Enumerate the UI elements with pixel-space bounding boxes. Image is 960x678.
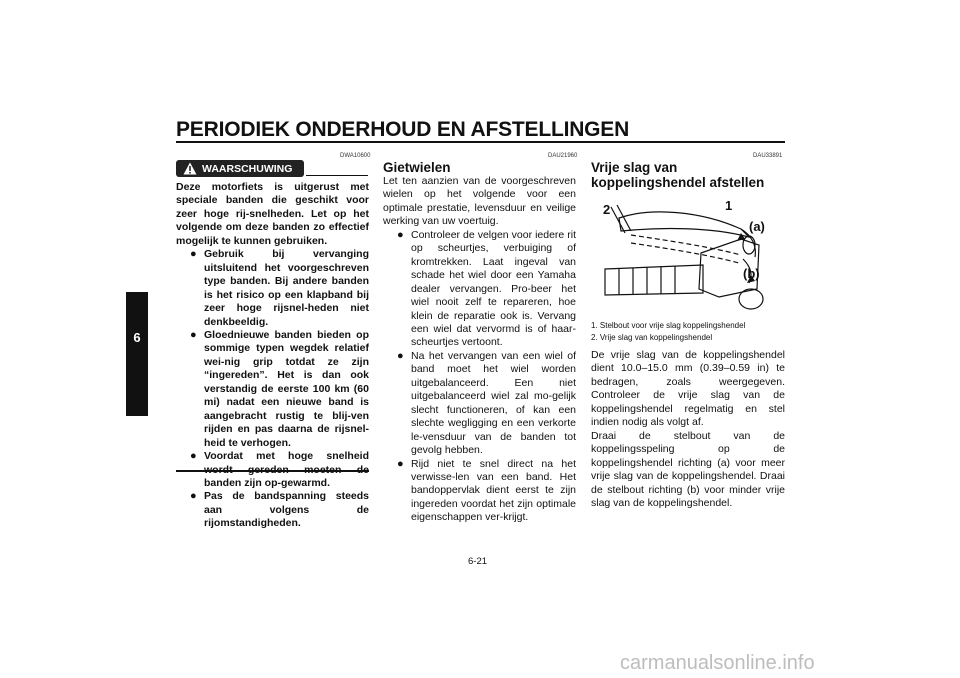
label-1: 1 <box>725 198 733 213</box>
bullet-icon: ● <box>397 228 404 241</box>
chapter-tab <box>126 292 148 416</box>
warning-code: DWA10600 <box>340 153 371 159</box>
list-item: ● Na het vervangen van een wiel of band moet het wiel worden uitgebalanceerd. Een niet uitgebalanceerd wiel zal mo-gelijk slecht functioneren, of kan een slechte wegligging en een verkorte le-vensduur van de banden tot gevolg hebben. <box>397 349 576 457</box>
warning-body <box>176 181 369 531</box>
list-item: ● Gebruik bij vervanging uitsluitend het voorgeschreven type banden. Bij andere banden is het risico op een klapband bij zeer hoge rijsnel-heden niet denkbeeldig. <box>190 248 369 328</box>
bullet-icon: ● <box>397 457 404 470</box>
label-b: (b) <box>743 266 760 281</box>
warning-end-rule <box>176 470 369 472</box>
caption-1: 1. Stelbout voor vrije slag koppelingshendel <box>591 321 746 330</box>
warning-badge <box>176 160 304 177</box>
wheels-list <box>383 229 576 525</box>
wheels-code: DAU21960 <box>548 153 578 159</box>
bullet-icon: ● <box>190 248 197 261</box>
clutch-title: Vrije slag van koppelingshendel afstellen <box>591 160 765 190</box>
label-2: 2 <box>603 202 611 217</box>
label-a: (a) <box>749 219 765 234</box>
watermark: carmanualsonline.info <box>620 652 815 674</box>
bullet-icon: ● <box>190 490 197 503</box>
clutch-code: DAU33891 <box>753 153 783 159</box>
warning-triangle-icon <box>183 162 197 175</box>
warning-intro: Deze motorfiets is uitgerust met speciale banden die geschikt voor zeer hoge rij-snelheden. Let op het volgende om deze banden zo effectief mogelijk te kunnen gebruiken. <box>176 181 369 247</box>
page-title: PERIODIEK ONDERHOUD EN AFSTELLINGEN <box>176 118 630 141</box>
bullet-icon: ● <box>397 349 404 362</box>
wheels-intro: Let ten aanzien van de voorgeschreven wielen op het volgende voor een optimale prestatie, levensduur en veilige werking van uw voertuig. <box>383 175 576 228</box>
header-rule <box>176 141 785 143</box>
list-item: ● Gloednieuwe banden bieden op sommige typen wegdek relatief wei-nig grip totdat ze zijn “ingereden”. Het is dan ook verstandig de eerste 100 km (60 mi) nadat een nieuwe band is aangebracht rustig te blij-ven rijden en pas daarna de rijsnel-heid te verhogen. <box>190 328 369 449</box>
clutch-paragraph-1: De vrije slag van de koppelingshendel dient 10.0–15.0 mm (0.39–0.59 in) te bedragen, zoals weergegeven. Controleer de vrije slag van de koppelingshendel regelmatig en stel indien nodig als volgt af. <box>591 349 785 429</box>
clutch-paragraph-2: Draai de stelbout van de koppelingsspeling op de koppelingshendel richting (a) voor meer vrije slag van de koppelingshendel. Draai de stelbout richting (b) voor minder vrije slag van de koppelingshendel. <box>591 429 785 509</box>
caption-2: 2. Vrije slag van koppelingshendel <box>591 333 713 342</box>
warning-rule <box>306 175 368 176</box>
figure-captions <box>591 320 785 344</box>
list-item: ● Pas de bandspanning steeds aan volgens de rijomstandigheden. <box>190 490 369 530</box>
warning-list <box>176 248 369 531</box>
bullet-icon: ● <box>190 328 197 341</box>
wheels-body <box>383 175 576 525</box>
clutch-body <box>591 349 785 510</box>
warning-label: WAARSCHUWING <box>202 162 293 175</box>
clutch-lever-figure <box>591 193 785 315</box>
bullet-icon: ● <box>190 450 197 463</box>
chapter-number: 6 <box>133 330 141 345</box>
wheels-title: Gietwielen <box>383 160 451 175</box>
list-item: ● Rijd niet te snel direct na het verwisse-len van een band. Het bandoppervlak dient eerst te zijn ingereden voordat het zijn optimale eigenschappen ver-krijgt. <box>397 457 576 524</box>
list-item: ● Voordat met hoge snelheid banden zijn op-gewarmd. <box>190 450 369 489</box>
page-number: 6-21 <box>468 556 488 567</box>
list-item: ● Controleer de velgen voor iedere rit op scheurtjes, verbuiging of kromtrekken. Laat ingeval van schade het wiel door een Yamaha dealer vervangen. Pro-beer het wiel nooit zelf te repareren, hoe klein de reparatie ook is. Vervang een wiel dat vervormd is of haar-scheurtjes vertoont. <box>397 228 576 349</box>
clutch-lever-illustration <box>591 193 785 315</box>
